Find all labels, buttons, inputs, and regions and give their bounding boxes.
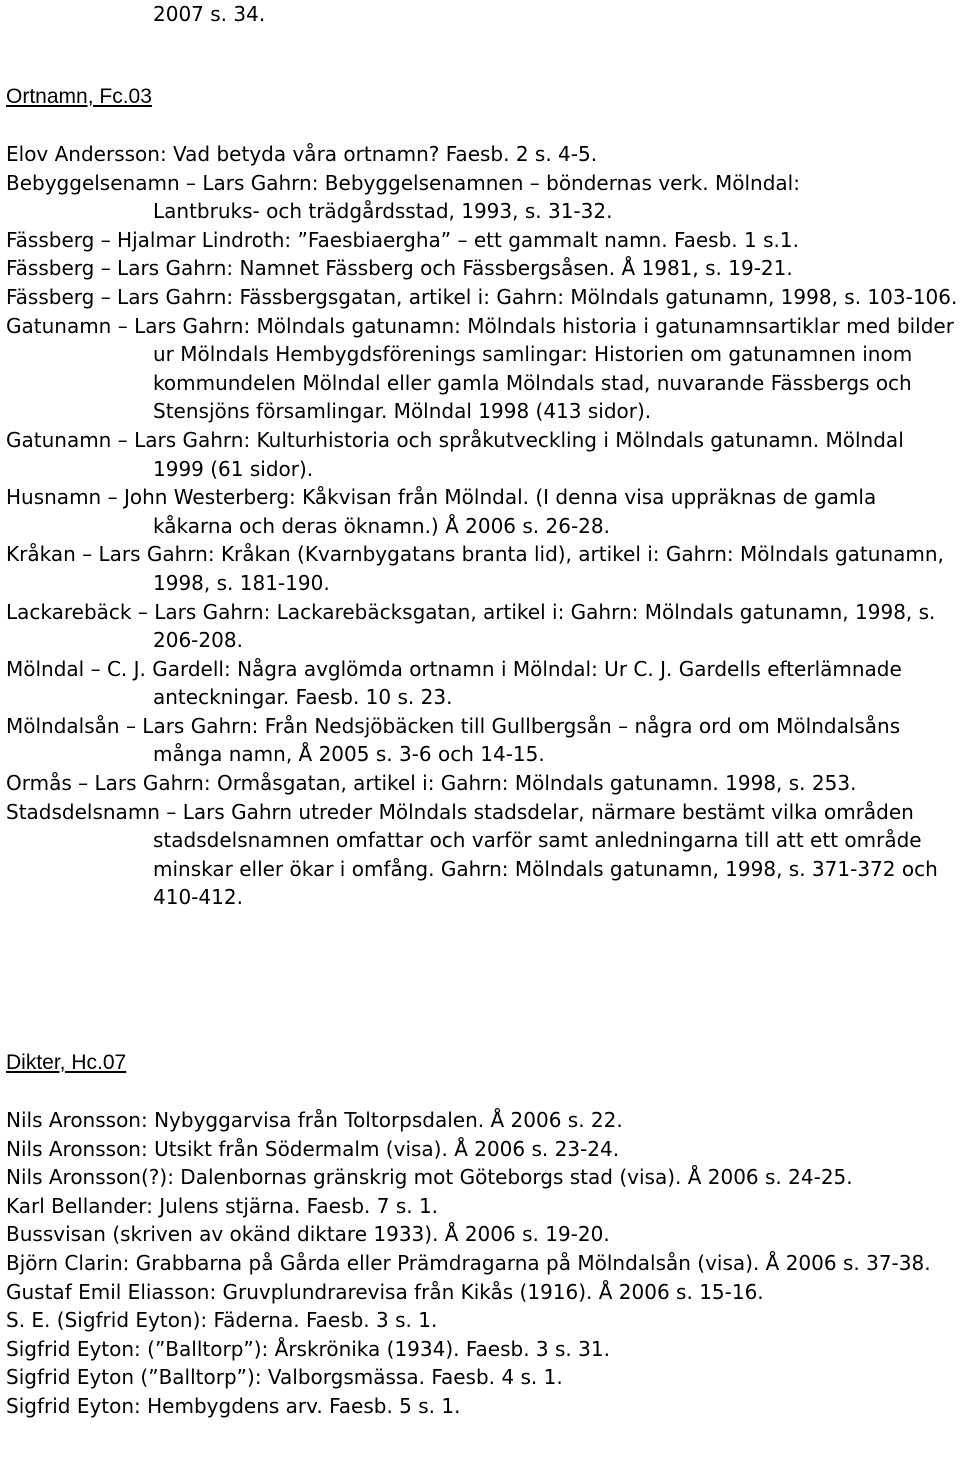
bibliography-entry: Sigfrid Eyton: (”Balltorp”): Årskrönika (1934). Faesb. 3 s. 31.: [6, 1336, 610, 1361]
section-heading-ortnamn: Ortnamn, Fc.03: [6, 85, 152, 108]
bibliography-entry: Nils Aronsson(?): Dalenbornas gränskrig mot Göteborgs stad (visa). Å 2006 s. 24-25.: [6, 1165, 853, 1190]
previous-entry-continuation: [6, 0, 958, 29]
bibliography-entry: Sigfrid Eyton (”Balltorp”): Valborgsmässa. Faesb. 4 s. 1.: [6, 1365, 563, 1390]
bibliography-entry: Fässberg – Hjalmar Lindroth: ”Faesbiaergha” – ett gammalt namn. Faesb. 1 s.1.: [6, 227, 799, 252]
bibliography-entry: Nils Aronsson: Utsikt från Södermalm (visa). Å 2006 s. 23-24.: [6, 1136, 620, 1161]
bibliography-entry: Nils Aronsson: Nybyggarvisa från Toltorpsdalen. Å 2006 s. 22.: [6, 1108, 623, 1132]
bibliography-entry: Elov Andersson: Vad betyda våra ortnamn? Faesb. 2 s. 4-5.: [6, 142, 598, 166]
section-dikter: [6, 1049, 958, 1078]
bibliography-entry: Sigfrid Eyton: Hembygdens arv. Faesb. 5 s. 1.: [6, 1393, 461, 1418]
bibliography-entry: Gatunamn – Lars Gahrn: Kulturhistoria och språkutveckling i Mölndals gatunamn. Mölndal 1999 (61 sidor).: [6, 427, 904, 481]
section-ortnamn: [6, 83, 958, 112]
bibliography-entry: Björn Clarin: Grabbarna på Gårda eller Prämdragarna på Mölndalsån (visa). Å 2006 s. 37-38.: [6, 1250, 931, 1275]
bibliography-entry: Stadsdelsnamn – Lars Gahrn utreder Mölndals stadsdelar, närmare bestämt vilka områden stadsdelsnamnen omfattar och varför samt anledningarna till att ett område minskar eller ökar i omfång. Gahrn: Mölndals gatunamn, 1998, s. 371-372 och 410-412.: [6, 799, 938, 910]
bibliography-entry: Husnamn – John Westerberg: Kåkvisan från Mölndal. (I denna visa uppräknas de gamla kåkarna och deras öknamn.) Å 2006 s. 26-28.: [6, 485, 877, 538]
bibliography-entry: Ormås – Lars Gahrn: Ormåsgatan, artikel i: Gahrn: Mölndals gatunamn. 1998, s. 253.: [6, 771, 857, 796]
section-heading-dikter: Dikter, Hc.07: [6, 1051, 127, 1074]
bibliography-entry: Bussvisan (skriven av okänd diktare 1933). Å 2006 s. 19-20.: [6, 1222, 610, 1247]
bibliography-entry: Karl Bellander: Julens stjärna. Faesb. 7 s. 1.: [6, 1193, 439, 1218]
continuation-text: 2007 s. 34.: [153, 2, 266, 26]
bibliography-entry: Lackarebäck – Lars Gahrn: Lackarebäcksgatan, artikel i: Gahrn: Mölndals gatunamn, 1998, s. 206-208.: [6, 599, 936, 653]
bibliography-entry: Mölndalsån – Lars Gahrn: Från Nedsjöbäcken till Gullbergsån – några ord om Mölndalsåns många namn, Å 2005 s. 3-6 och 14-15.: [6, 713, 901, 767]
bibliography-entry: S. E. (Sigfrid Eyton): Fäderna. Faesb. 3 s. 1.: [6, 1308, 438, 1333]
bibliography-entry: Gatunamn – Lars Gahrn: Mölndals gatunamn: Mölndals historia i gatunamnsartiklar med bilder ur Mölndals Hembygdsförenings samlingar: Historien om gatunamnen inom kommundelen Mölndal eller gamla Mölndals stad, nuvarande Fässbergs och Stensjöns församlingar. Mölndal 1998 (413 sidor).: [6, 313, 954, 424]
bibliography-entry: Fässberg – Lars Gahrn: Fässbergsgatan, artikel i: Gahrn: Mölndals gatunamn, 1998, s. 103-106.: [6, 284, 958, 309]
ortnamn-entry-list: [6, 140, 958, 912]
bibliography-entry: Gustaf Emil Eliasson: Gruvplundrarevisa från Kikås (1916). Å 2006 s. 15-16.: [6, 1279, 764, 1304]
dikter-entry-list: [6, 1106, 958, 1421]
bibliography-entry: Bebyggelsenamn – Lars Gahrn: Bebyggelsenamnen – böndernas verk. Mölndal: Lantbruks- och trädgårdsstad, 1993, s. 31-32.: [6, 170, 800, 224]
bibliography-entry: Mölndal – C. J. Gardell: Några avglömda ortnamn i Mölndal: Ur C. J. Gardells efterlämnade anteckningar. Faesb. 10 s. 23.: [6, 656, 902, 710]
bibliography-entry: Kråkan – Lars Gahrn: Kråkan (Kvarnbygatans branta lid), artikel i: Gahrn: Mölndals gatunamn, 1998, s. 181-190.: [6, 542, 944, 595]
bibliography-entry: Fässberg – Lars Gahrn: Namnet Fässberg och Fässbergsåsen. Å 1981, s. 19-21.: [6, 256, 793, 281]
